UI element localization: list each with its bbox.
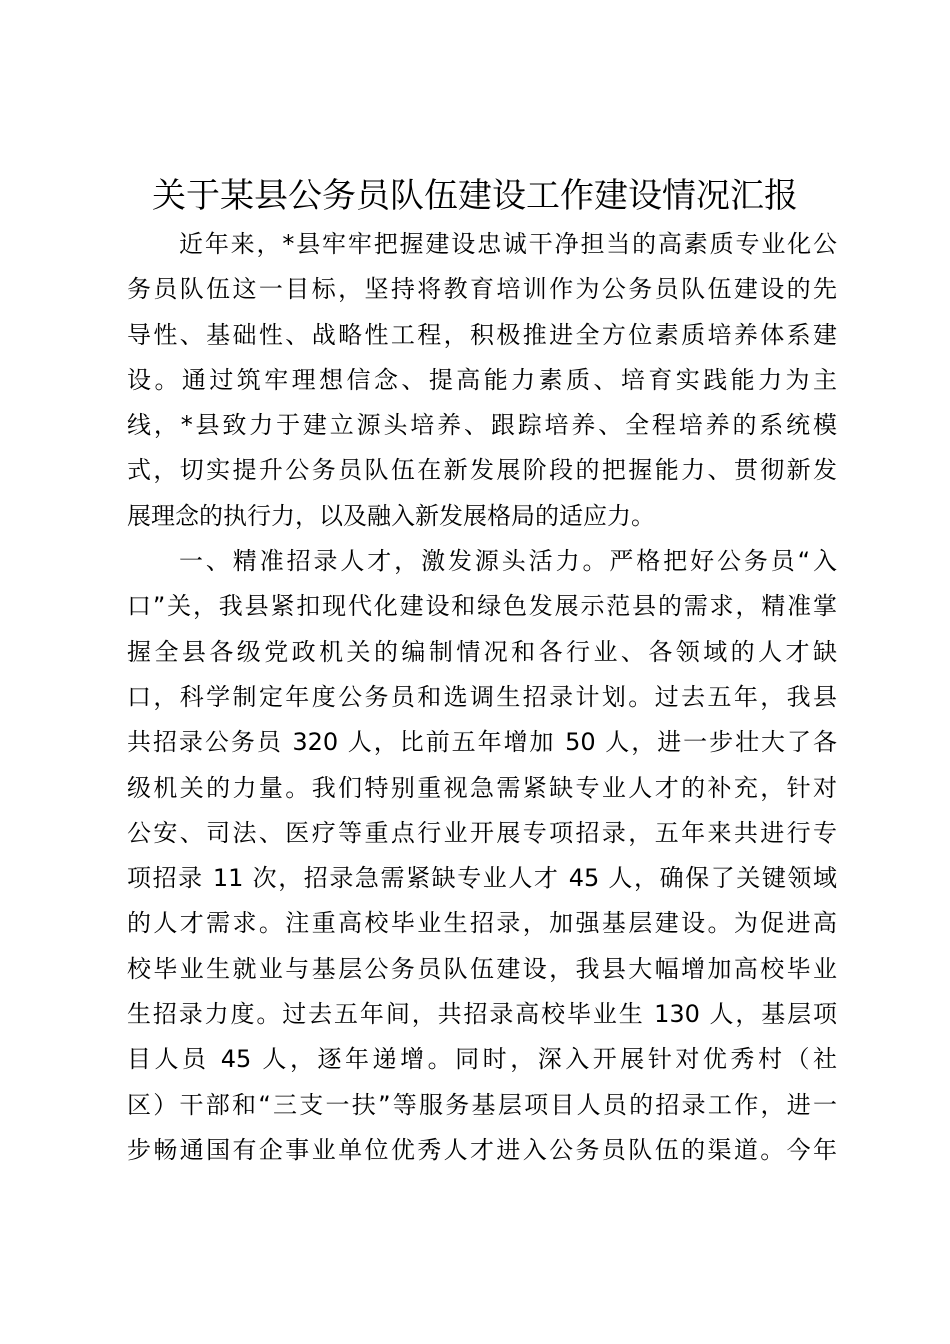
text-line: 级机关的力量。我们特别重视急需紧缺专业人才的补充，针对 <box>127 773 837 802</box>
text-line: 项招录 11 次，招录急需紧缺专业人才 45 人，确保了关键领域 <box>127 864 837 893</box>
paragraph-intro <box>127 222 837 539</box>
text-line: 的人才需求。注重高校毕业生招录，加强基层建设。为促进高 <box>127 909 837 938</box>
text-line: 一、精准招录人才，激发源头活力。严格把好公务员“入 <box>179 547 837 576</box>
text-line: 口，科学制定年度公务员和选调生招录计划。过去五年，我县 <box>127 682 837 711</box>
text-line: 导性、基础性、战略性工程，积极推进全方位素质培养体系建 <box>127 320 837 349</box>
text-line: 区）干部和“三支一扶”等服务基层项目人员的招录工作，进一 <box>127 1090 837 1119</box>
text-line: 线，*县致力于建立源头培养、跟踪培养、全程培养的系统模 <box>127 411 837 440</box>
text-line: 务员队伍这一目标，坚持将教育培训作为公务员队伍建设的先 <box>127 275 837 304</box>
text-line: 握全县各级党政机关的编制情况和各行业、各领域的人才缺 <box>127 637 837 666</box>
text-line: 目人员 45 人，逐年递增。同时，深入开展针对优秀村（社 <box>127 1045 837 1074</box>
text-line: 步畅通国有企事业单位优秀人才进入公务员队伍的渠道。今年 <box>127 1135 837 1164</box>
text-line: 公安、司法、医疗等重点行业开展专项招录，五年来共进行专 <box>127 818 837 847</box>
text-line: 口”关，我县紧扣现代化建设和绿色发展示范县的需求，精准掌 <box>127 592 837 621</box>
text-line: 式，切实提升公务员队伍在新发展阶段的把握能力、贯彻新发 <box>127 456 837 485</box>
paragraph-section-one <box>127 539 837 1173</box>
text-line: 共招录公务员 320 人，比前五年增加 50 人，进一步壮大了各 <box>127 728 837 757</box>
text-line: 近年来，*县牢牢把握建设忠诚干净担当的高素质专业化公 <box>179 230 837 258</box>
document-body <box>127 222 837 1173</box>
text-line: 生招录力度。过去五年间，共招录高校毕业生 130 人，基层项 <box>127 1000 837 1029</box>
text-line: 展理念的执行力，以及融入新发展格局的适应力。 <box>127 501 655 530</box>
text-line: 校毕业生就业与基层公务员队伍建设，我县大幅增加高校毕业 <box>127 954 837 983</box>
text-line: 设。通过筑牢理想信念、提高能力素质、培育实践能力为主 <box>127 365 837 394</box>
document-title: 关于某县公务员队伍建设工作建设情况汇报 <box>152 176 798 216</box>
